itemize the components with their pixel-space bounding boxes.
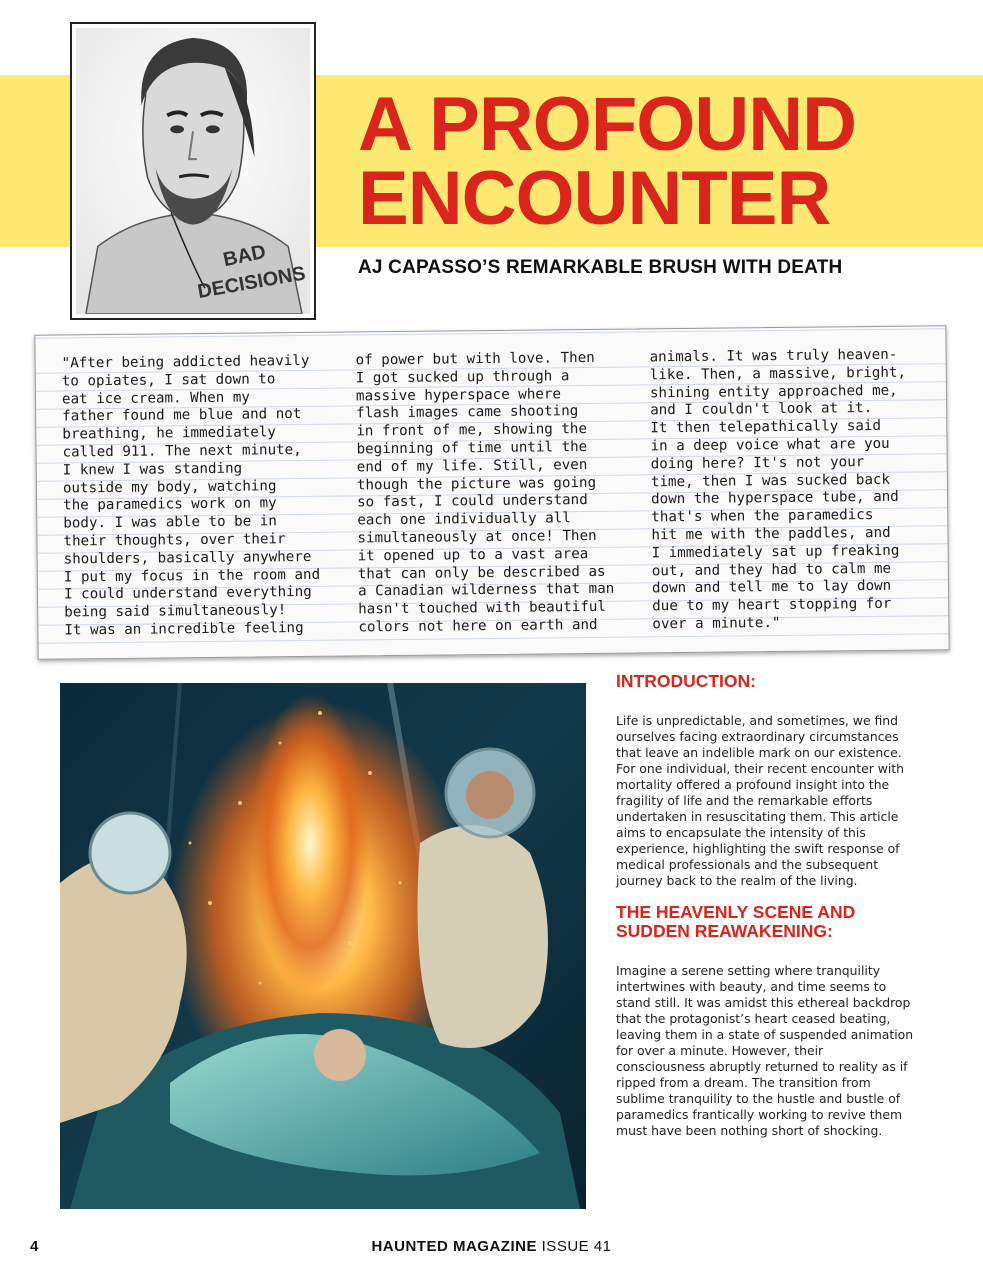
- title-line-2: ENCOUNTER: [358, 156, 831, 241]
- resuscitation-illustration: [60, 683, 586, 1209]
- section2-body: Imagine a serene setting where tranquility intertwines with beauty, and time seems to stand still. It was amidst this ethereal backdrop that the protagonist’s heart ceased beating, leaving them in a state of suspended animation for over a minute. However, their consciousness abruptly returned to reality as if ripped from a dream. The transition from sublime tranquility to the hustle and bustle of paramedics frantically working to revive them must have been nothing short of shocking.: [616, 963, 914, 1138]
- intro-body: Life is unpredictable, and sometimes, we find ourselves facing extraordinary circumstances that leave an indelible mark on our existence. For one individual, their recent encounter with mortality offered a profound insight into the fragility of life and the remarkable efforts undertaken in resuscitating them. This article aims to encapsulate the intensity of this experience, highlighting the swift response of medical professionals and the subsequent journey back to the realm of the living.: [616, 713, 905, 888]
- article-column: [616, 672, 916, 1139]
- svg-text:BAD: BAD: [221, 240, 268, 272]
- subtitle: AJ CAPASSO’S REMARKABLE BRUSH WITH DEATH: [358, 257, 843, 278]
- page-footer: [0, 1238, 983, 1258]
- author-portrait: [70, 22, 316, 320]
- intro-heading: INTRODUCTION:: [616, 671, 756, 691]
- page-title: [358, 82, 958, 241]
- footer-magazine-title: [0, 1238, 983, 1255]
- magazine-name: HAUNTED MAGAZINE: [371, 1238, 537, 1255]
- title-line-1: A PROFOUND: [358, 82, 857, 167]
- issue-label: ISSUE 41: [541, 1238, 612, 1255]
- svg-text:DECISIONS: DECISIONS: [195, 262, 308, 304]
- quote-column-2: of power but with love. Then I got sucked up through a massive hyperspace where flash images came shooting in front of me, showing the beginning of time until the end of my life. Still, even though the picture was going so fast, I could understand each one individually all simultaneously at once! Then it opened up to a vast area that can only be described as a Canadian wilderness that man hasn't touched with beautiful colors not here on earth and: [355, 349, 615, 636]
- page-number: 4: [30, 1238, 39, 1255]
- quote-note-paper: [34, 325, 949, 660]
- quote-column-1: "After being addicted heavily to opiates, I sat down to eat ice cream. When my father found me blue and not breathing, he immediately called 911. The next minute, I knew I was standing outside my body, watching the paramedics work on my body. I was able to be in their thoughts, over their shoulders, basically anywhere I put my focus in the room and I could understand everything being said simultaneously! It was an incredible feeling: [61, 352, 321, 639]
- quote-column-3: animals. It was truly heaven- like. Then, a massive, bright, shining entity approached me, and I couldn't look at it. It then telepathically said in a deep voice what are you doing here? It's not your time, then I was sucked back down the hyperspace tube, and that's when the paramedics hit me with the paddles, and I immediately sat up freaking out, and they had to calm me down and tell me to lay down due to my heart stopping for over a minute.": [649, 346, 907, 633]
- section2-heading: THE HEAVENLY SCENE AND SUDDEN REAWAKENING:: [616, 902, 856, 941]
